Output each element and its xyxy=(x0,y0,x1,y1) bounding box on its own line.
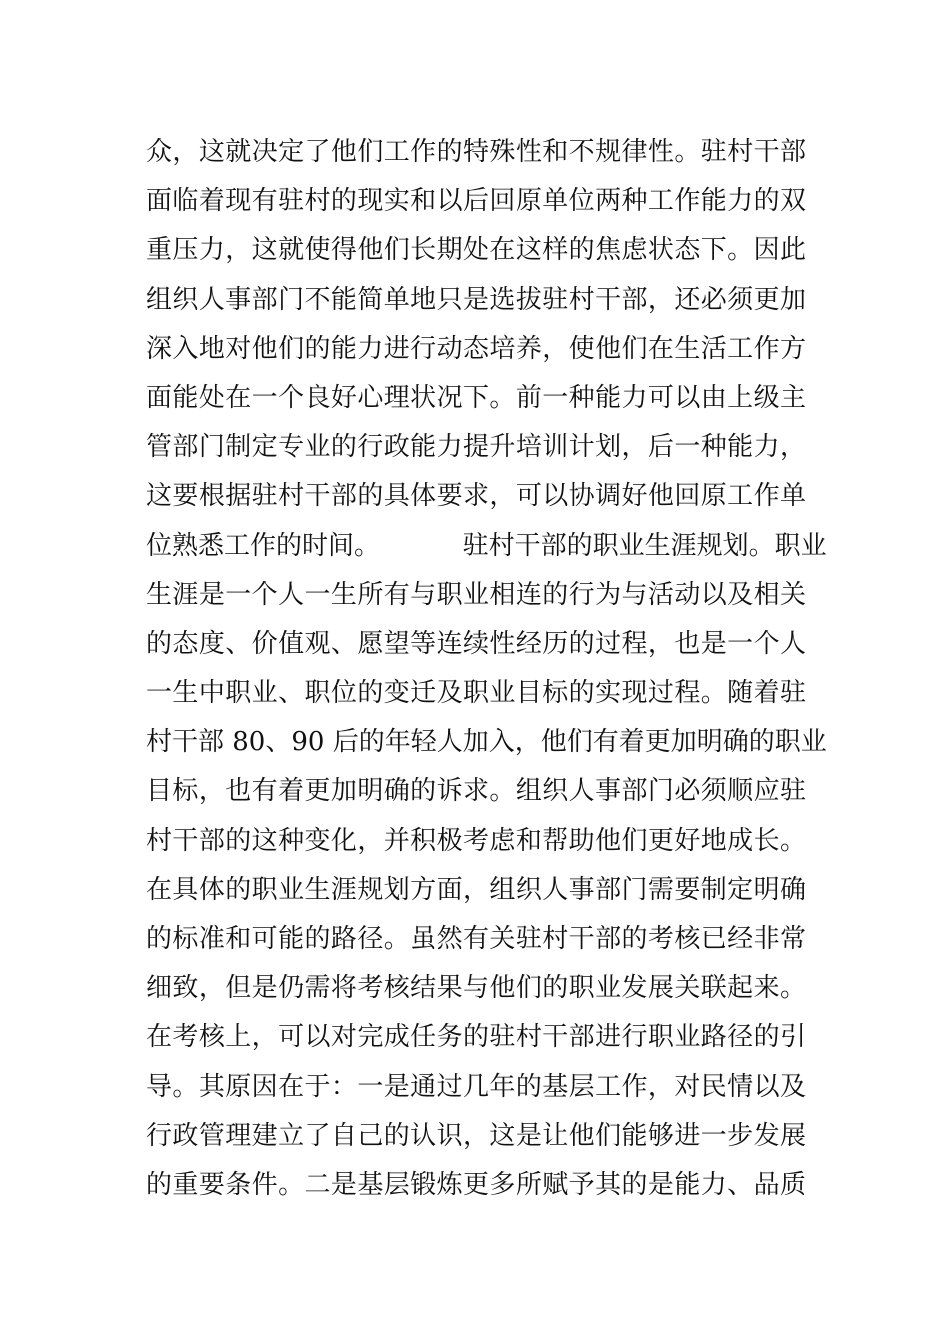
text-line: 面能处在一个良好心理状况下。前一种能力可以由上级主 xyxy=(146,382,806,413)
text-line: 细致，但是仍需将考核结果与他们的职业发展关联起来。 xyxy=(146,973,806,1004)
text-line: 在具体的职业生涯规划方面，组织人事部门需要制定明确 xyxy=(146,874,806,905)
text-line: 的重要条件。二是基层锻炼更多所赋予其的是能力、品质 xyxy=(146,1169,806,1200)
text-line: 生涯是一个人一生所有与职业相连的行为与活动以及相关 xyxy=(146,579,806,610)
text-line: 目标，也有着更加明确的诉求。组织人事部门必须顺应驻 xyxy=(146,776,806,807)
text-line: 一生中职业、职位的变迁及职业目标的实现过程。随着驻 xyxy=(146,678,806,709)
text-line: 这要根据驻村干部的具体要求，可以协调好他回原工作单 xyxy=(146,481,806,512)
text-line: 组织人事部门不能简单地只是选拔驻村干部，还必须更加 xyxy=(146,284,806,315)
text-line: 众，这就决定了他们工作的特殊性和不规律性。驻村干部 xyxy=(146,137,806,167)
text-line: 的标准和可能的路径。虽然有关驻村干部的考核已经非常 xyxy=(146,924,806,954)
text-line: 面临着现有驻村的现实和以后回原单位两种工作能力的双 xyxy=(146,186,806,217)
text-line: 村干部 80、90 后的年轻人加入，他们有着更加明确的职业 xyxy=(146,727,827,758)
text-line: 导。其原因在于：一是通过几年的基层工作，对民情以及 xyxy=(146,1071,806,1102)
text-line: 深入地对他们的能力进行动态培养，使他们在生活工作方 xyxy=(146,333,806,364)
text-line: 行政管理建立了自己的认识，这是让他们能够进一步发展 xyxy=(146,1120,806,1151)
text-line: 村干部的这种变化，并积极考虑和帮助他们更好地成长。 xyxy=(146,825,806,856)
text-line: 在考核上，可以对完成任务的驻村干部进行职业路径的引 xyxy=(146,1022,806,1053)
text-line: 位熟悉工作的时间。 驻村干部的职业生涯规划。职业 xyxy=(146,530,827,561)
body-text xyxy=(146,128,827,1210)
text-line: 管部门制定专业的行政能力提升培训计划，后一种能力， xyxy=(146,432,806,463)
text-line: 的态度、价值观、愿望等连续性经历的过程，也是一个人 xyxy=(146,628,806,659)
text-line: 重压力，这就使得他们长期处在这样的焦虑状态下。因此 xyxy=(146,235,806,266)
